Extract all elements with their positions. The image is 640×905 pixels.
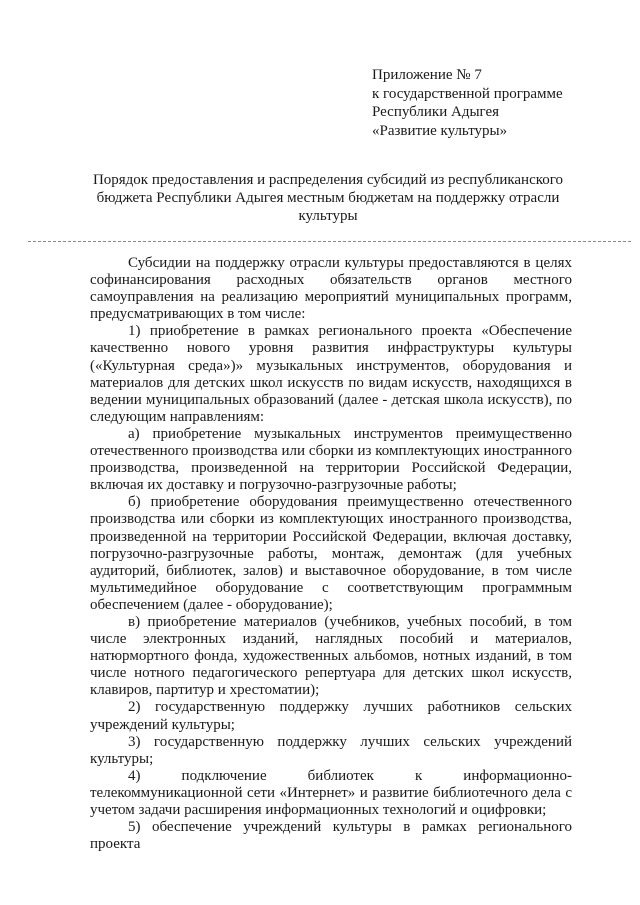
paragraph-item-2: 2) государственную поддержку лучших работников сельских учреждений культуры; — [90, 699, 572, 733]
document-title: Порядок предоставления и распределения субсидий из республиканского бюджета Республики Адыгея местным бюджетам на поддержку отрасли культуры — [92, 172, 564, 224]
paragraph-item-1c: в) приобретение материалов (учебников, учебных пособий, в том числе электронных изданий, наглядных пособий и материалов, натюрмортного фонда, художественных альбомов, нотных изданий, в том числе нотного педагогического репертуара для детских школ искусств, клавиров, партитур и хрестоматии); — [90, 613, 572, 699]
document-body — [90, 255, 572, 853]
appendix-line-title: «Развитие культуры» — [372, 122, 508, 139]
paragraph-intro: Субсидии на поддержку отрасли культуры предоставляются в целях софинансирования расходных обязательств органов местного самоуправления на реализацию мероприятий муниципальных программ, предусматривающих в том числе: — [90, 255, 572, 323]
appendix-line-republic: Республики Адыгея — [372, 104, 500, 120]
dashed-divider — [28, 241, 631, 242]
appendix-header — [372, 66, 563, 140]
paragraph-item-1a: а) приобретение музыкальных инструментов преимущественно отечественного производства или сборки из комплектующих иностранного производства, произведенной на территории Российской Федерации, включая их доставку и погрузочно-разгрузочные работы; — [90, 425, 572, 494]
paragraph-item-4: 4) подключение библиотек к информационно-телекоммуникационной сети «Интернет» и развитие библиотечного дела с учетом задачи расширения информационных технологий и оцифровки; — [90, 767, 572, 818]
paragraph-item-3: 3) государственную поддержку лучших сельских учреждений культуры; — [90, 733, 572, 767]
paragraph-item-5: 5) обеспечение учреждений культуры в рамках регионального проекта — [90, 819, 572, 853]
appendix-line-number: Приложение № 7 — [372, 67, 482, 83]
paragraph-item-1: 1) приобретение в рамках регионального проекта «Обеспечение качественно нового уровня развития инфраструктуры культуры («Культурная среда»)» музыкальных инструментов, оборудования и материалов для детских школ искусств по видам искусств, находящихся в ведении муниципальных образований (далее - детская школа искусств), по следующим направлениям: — [90, 323, 572, 425]
paragraph-item-1b: б) приобретение оборудования преимущественно отечественного производства или сборки из комплектующих иностранного производства, произведенной на территории Российской Федерации, включая доставку, погрузочно-разгрузочные работы, монтаж, демонтаж (для учебных аудиторий, библиотек, залов) и выставочное оборудование, в том числе мультимедийное оборудование с соответствующим программным обеспечением (далее - оборудование); — [90, 494, 572, 613]
appendix-line-program: к государственной программе — [372, 85, 563, 102]
